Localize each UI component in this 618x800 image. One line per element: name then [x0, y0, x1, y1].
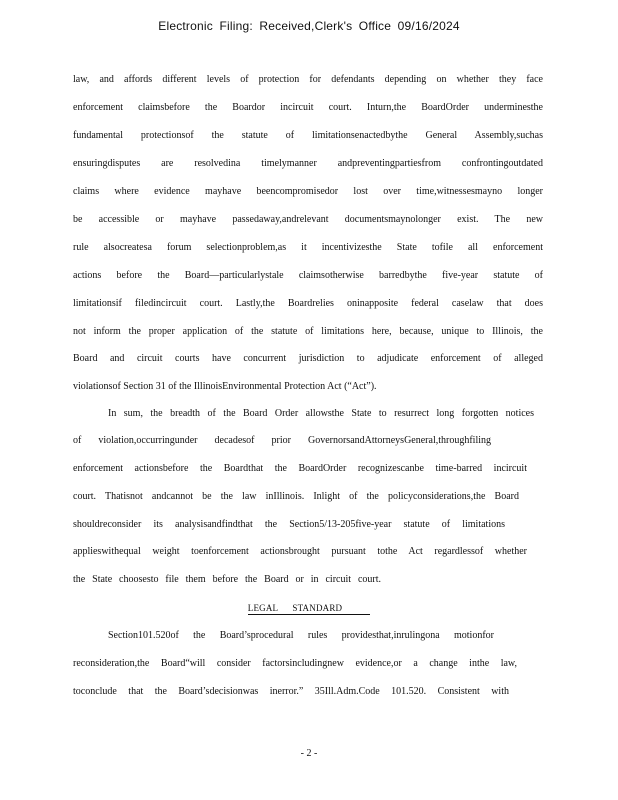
text-line: law, and affords different levels of protection for defendants depending on whether they face	[73, 74, 543, 85]
text-line: claims where evidence mayhave beencompromisedor lost over time,witnessesmayno longer	[73, 186, 543, 197]
text-line: In sum, the breadth of the Board Order allowsthe State to resurrect long forgotten notices	[108, 408, 534, 419]
text-line: the State choosesto file them before the Board or in circuit court.	[73, 574, 381, 585]
text-line: Section101.520of the Board’sprocedural rules providesthat,inrulingona motionfor	[108, 630, 494, 641]
text-line: applieswithequal weight toenforcement actionsbrought pursuant tothe Act regardlessof whether	[73, 546, 527, 557]
text-line: not inform the proper application of the statute of limitations here, because, unique to Illinois, the	[73, 326, 543, 337]
text-line: fundamental protectionsof the statute of limitationsenactedbythe General Assembly,suchas	[73, 130, 543, 141]
page-number: - 2 -	[300, 748, 318, 759]
text-line: reconsideration,the Board“will consider factorsincludingnew evidence,or a change inthe law,	[73, 658, 517, 669]
text-line: limitationsif filedincircuit court. Lastly,the Boardrelies oninapposite federal caselaw that does	[73, 298, 543, 309]
text-line: of violation,occurringunder decadesof prior GovernorsandAttorneysGeneral,throughfiling	[73, 435, 491, 446]
section-heading-text: LEGAL STANDARD	[248, 603, 371, 615]
text-line: shouldreconsider its analysisandfindthat the Section5/13-205five-year statute of limitations	[73, 519, 505, 530]
text-line: be accessible or mayhave passedaway,andrelevant documentsmaynolonger exist. The new	[73, 214, 543, 225]
text-line: enforcement claimsbefore the Boardor incircuit court. Inturn,the BoardOrder underminesthe	[73, 102, 543, 113]
text-line: Board and circuit courts have concurrent jurisdiction to adjudicate enforcement of alleged	[73, 353, 543, 364]
text-line: rule alsocreatesa forum selectionproblem,as it incentivizesthe State tofile all enforcement	[73, 242, 543, 253]
filing-stamp-header: Electronic Filing: Received,Clerk's Office 09/16/2024	[158, 19, 460, 33]
text-line: violationsof Section 31 of the IllinoisEnvironmental Protection Act (“Act”).	[73, 381, 377, 392]
text-line: enforcement actionsbefore the Boardthat the BoardOrder recognizescanbe time-barred incircuit	[73, 463, 527, 474]
text-line: actions before the Board—particularlystale claimsotherwise barredbythe five-year statute of	[73, 270, 543, 281]
text-line: ensuringdisputes are resolvedina timelymanner andpreventingpartiesfrom confrontingoutdated	[73, 158, 543, 169]
section-heading-legal-standard	[0, 603, 618, 615]
text-line: court. Thatisnot andcannot be the law inIllinois. Inlight of the policyconsiderations,the Board	[73, 491, 519, 502]
text-line: toconclude that the Board’sdecisionwas inerror.” 35Ill.Adm.Code 101.520. Consistent with	[73, 686, 509, 697]
